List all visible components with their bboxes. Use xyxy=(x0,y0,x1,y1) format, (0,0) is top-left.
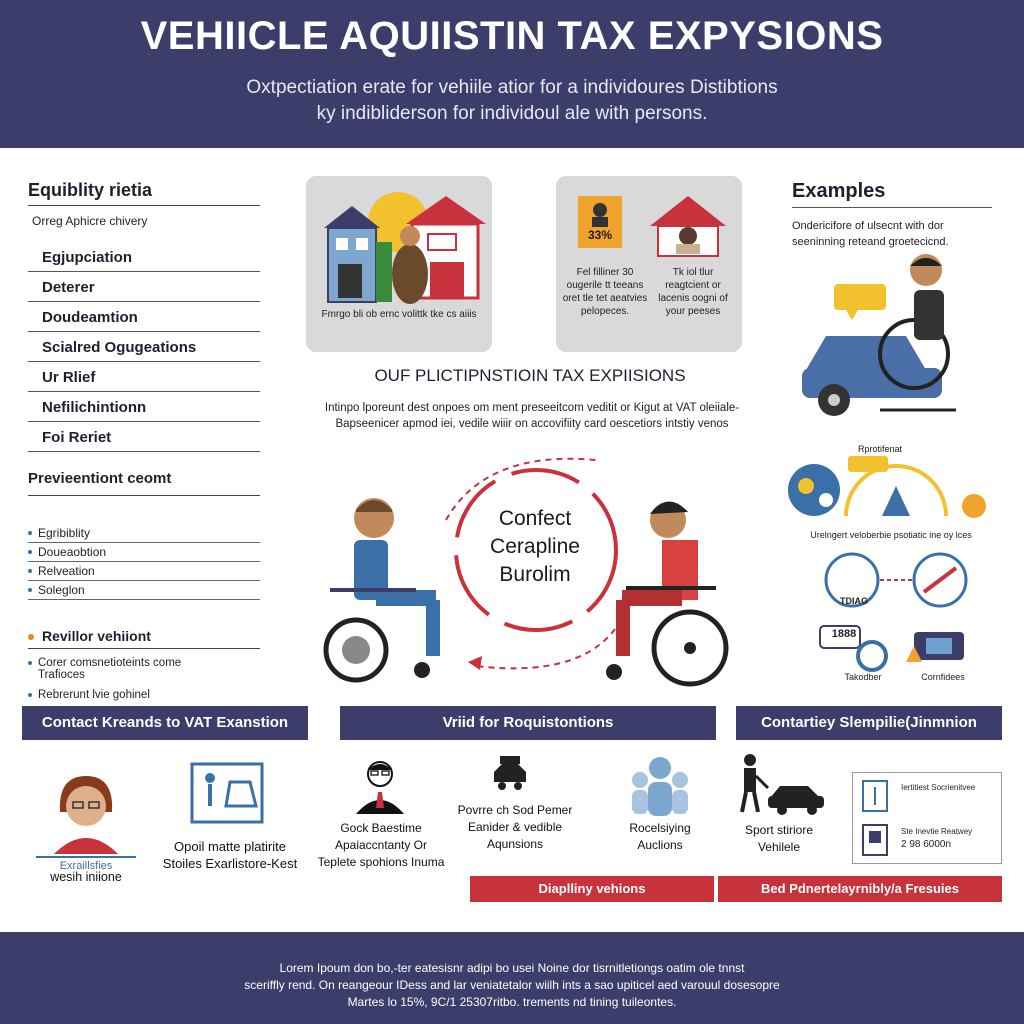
vehicle-label: Sport stiriore Vehilele xyxy=(744,823,814,854)
car-wheelchair-illustration xyxy=(796,250,996,430)
info-line-2: Ste Inevtie Reatwey xyxy=(901,827,973,836)
eligibility-item: Ur Rlief xyxy=(28,362,260,392)
middle-title: OUF PLICTIPNSTIOIN TAX EXPIISIONS xyxy=(374,366,686,385)
prevention-item: Egribiblity xyxy=(28,524,260,543)
diagram-caption: Urelngert veloberbie psotiatic ine oy lces xyxy=(810,530,972,540)
business-label: Gock Baestime Apaiaccntanty Or Teplete spohions Inuma xyxy=(317,821,445,869)
prevention-list xyxy=(28,524,260,600)
process-diagram xyxy=(786,456,996,526)
percentage-badge: 33% xyxy=(587,228,613,242)
info-line-1: Iertitiest Socrienitvee xyxy=(901,783,976,792)
eligibility-item: Scialred Ogugeations xyxy=(28,332,260,362)
footer-line-1: Lorem Ipoum don bo,-ter eatesisnr adipi bo usei Noine dor tisrnitletiongs oatim ole tnnst xyxy=(279,961,745,975)
subtitle-line-2: ky indibliderson for individoul ale with persons. xyxy=(316,103,708,124)
middle-description xyxy=(292,400,772,432)
eligibility-panel xyxy=(28,180,260,703)
card-b-caption-left: Fel filliner 30 ougerile tt teeans oret tle tet aeatvies pelopeces. xyxy=(562,267,648,317)
card-b-caption-right: Tk iol tlur reagtcient or lacenis oogni of your peeses xyxy=(658,267,728,317)
middle-desc-line-1: Intinpo lporeunt dest onpoes om ment preseeitcom veditit or Kigut at VAT oleiiale- xyxy=(324,402,740,414)
eligibility-item: Nefilichintionn xyxy=(28,392,260,422)
eligibility-item: Egjupciation xyxy=(28,242,260,272)
prevention-item: Relveation xyxy=(28,562,260,581)
prevention-title: Previeentiont ceomt xyxy=(28,470,260,496)
review-item: Rebrerunt lvie gohinel xyxy=(28,687,260,703)
prevention-item: Soleglon xyxy=(28,581,260,600)
footer xyxy=(0,932,1024,1024)
info-box xyxy=(852,772,1002,864)
businessman-icon xyxy=(352,758,408,816)
woman-avatar-icon xyxy=(46,772,126,854)
examples-panel xyxy=(792,180,992,250)
info-line-3: 2 98 6000n xyxy=(901,839,952,850)
person-vehicle-icon xyxy=(738,752,828,816)
eligibility-title: Equiblity rietia xyxy=(28,180,260,206)
car-service-icon xyxy=(490,754,530,798)
houses-illustration xyxy=(306,176,492,352)
person-screen-icon xyxy=(190,762,266,828)
header-banner xyxy=(0,0,1024,148)
cycle-line-2: Cerapline xyxy=(490,535,580,558)
housing-caption: Fmrgo bli ob ernc volittk tke cs aiiis xyxy=(321,309,477,320)
footer-line-2: sceriffly rend. On reangeour IDess and lar veniatetalor wiilh ints a sao upiticel aed varouul dosesopre xyxy=(244,978,780,992)
properties-band: Bed Pdnertelayrnibly/a Fresuies xyxy=(718,876,1002,902)
receiving-label: Rocelsiying Auclions xyxy=(629,821,691,852)
icon-label-2: 1888 xyxy=(831,628,857,640)
platform-label: Opoil matte platirite Stoiles Exarlistore-Kest xyxy=(162,839,298,871)
examples-title: Examples xyxy=(792,180,992,208)
percentage-illustration xyxy=(556,176,742,352)
middle-desc-line-2: Bapseenicer apmod iei, vedile wiiir on accovifiity card oescetiors intstiy venos xyxy=(335,418,729,430)
cycle-line-3: Burolim xyxy=(499,563,571,586)
avatar-tag: Exraillsfies xyxy=(36,856,136,875)
requirements-band: Vriid for Roquistontions xyxy=(340,706,716,740)
eligibility-item: Doudeamtion xyxy=(28,302,260,332)
footer-line-3: Martes lo 15%, 9C/1 25307ritbo. trements nd tining tuileontes. xyxy=(347,995,677,1009)
prevention-item: Doueaobtion xyxy=(28,543,260,562)
bottom-label-2: Cornfidees xyxy=(921,672,965,682)
contact-person-label: wesih iniione xyxy=(50,870,122,884)
cycle-line-1: Confect xyxy=(498,507,572,530)
eligibility-item: Deterer xyxy=(28,272,260,302)
provider-label: Povrre ch Sod Pemer Eanider & vedible Aqunsions xyxy=(457,803,573,851)
icon-pair-illustration xyxy=(816,552,996,682)
eligibility-subtitle: Orreg Aphicre chivery xyxy=(32,214,148,228)
cycle-label xyxy=(450,505,620,589)
display-vehicles-band: Diaplliny vehions xyxy=(470,876,714,902)
page-title: VEHIICLE AQUIISTIN TAX EXPYSIONS xyxy=(140,14,884,58)
icon-label-1: TDIAG xyxy=(840,596,868,606)
subtitle-line-1: Oxtpectiation erate for vehiile atior for a individoures Distibtions xyxy=(246,77,778,98)
eligibility-item: Foi Reriet xyxy=(28,422,260,452)
diagram-label: Rprotifenat xyxy=(857,444,903,454)
contact-band: Contact Kreands to VAT Exanstion xyxy=(22,706,308,740)
simplification-band: Contartiey Slempilie(Jinmnion xyxy=(736,706,1002,740)
examples-description: Ondericifore of ulsecnt with dor seeninning reteand groetecicnd. xyxy=(792,220,949,248)
review-title: Revillor vehiiont xyxy=(28,628,260,649)
percentage-card xyxy=(556,176,742,352)
people-group-icon xyxy=(630,754,690,820)
info-icons xyxy=(861,779,891,859)
review-item: Corer comsnetioteints come Trafioces xyxy=(28,655,208,683)
housing-card xyxy=(306,176,492,352)
bottom-label-1: Takodber xyxy=(844,672,882,682)
